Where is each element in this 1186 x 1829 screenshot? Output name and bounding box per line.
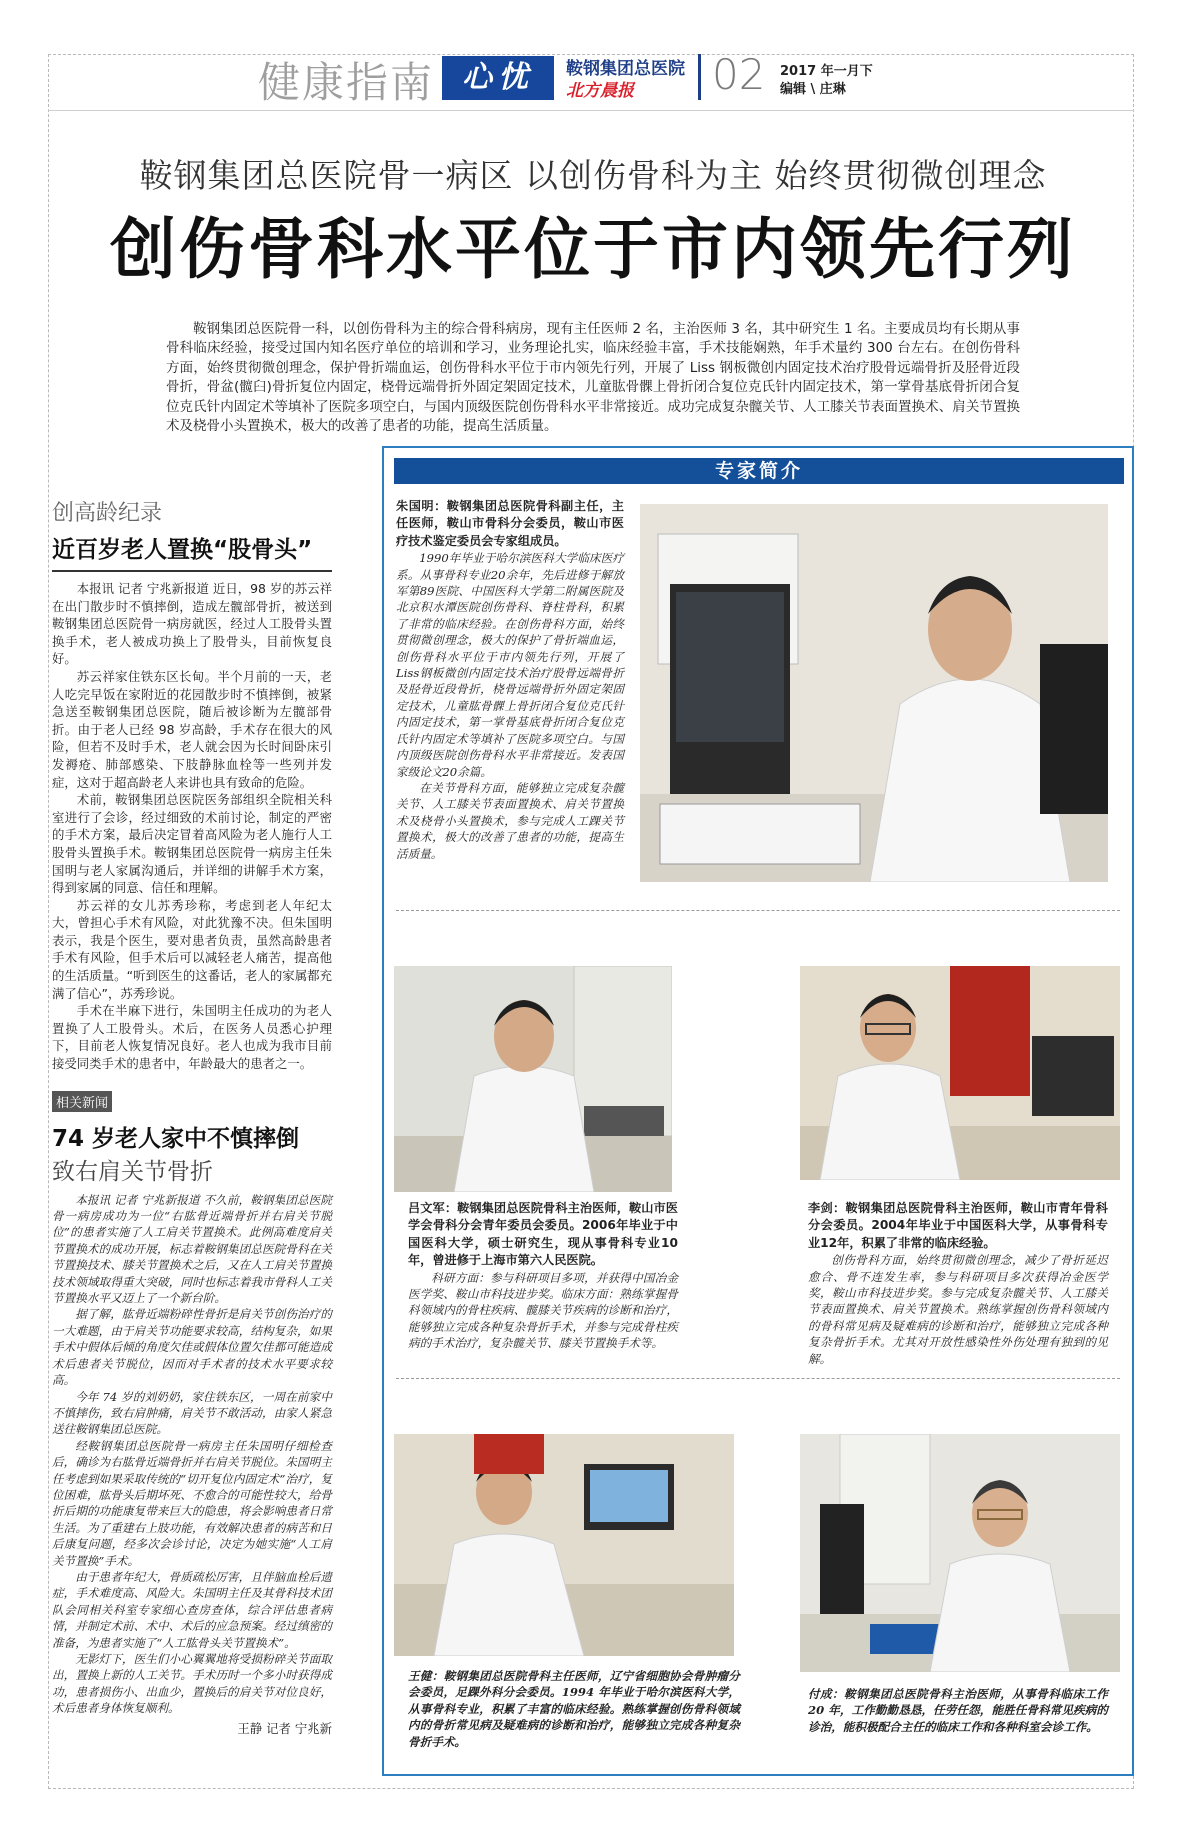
related-story-paragraph: 无影灯下，医生们小心翼翼地将受损粉碎关节面取出，置换上新的人工关节。手术历时一个多小时获得成功，患者损伤小、出血少，置换后的肩关节对位良好，术后患者身体恢复顺利。 [52,1652,332,1716]
story-byline: 王静 记者 宁兆新 [237,1720,332,1736]
related-story-paragraph: 据了解，肱骨近端粉碎性骨折是肩关节创伤治疗的一大难题，由于肩关节功能要求较高，结构复杂，如果手术中假体后倾的角度欠佳或假体位置欠佳都可能造成术后患者关节脱位，因而对手术者的技术水平要求较高。 [52,1307,332,1388]
expert-intro: 朱国明：鞍钢集团总医院骨科副主任，主任医师，鞍山市骨科分会委员，鞍山市医疗技术鉴定委员会专家组成员。 [396,499,624,548]
expert-bio-lv [408,1200,678,1352]
expert-paragraph: 科研方面：参与科研项目多项，并获得中国冶金医学奖、鞍山市科技进步奖。临床方面：熟练掌握骨科领域内的骨柱疾病、髋膝关节疾病的诊断和治疗，能够独立完成各种复杂骨折手术，并参与完成骨柱疾病的手术治疗，复杂髋关节、膝关节置换手术等。 [408,1270,678,1351]
related-story-paragraph: 经鞍钢集团总医院骨一病房主任朱国明仔细检查后，确诊为右肱骨近端骨折并右肩关节脱位。朱国明主任考虑到如果采取传统的“切开复位内固定术”治疗，复位困难，肱骨头后期坏死、不愈合的可能性较大，给骨折后期的功能康复带来巨大的隐患，将会影响患者日常生活。为了重建右上肢功能，有效解决患者的病苦和日后康复问题，经多次会诊讨论，决定为她实施“人工肩关节置换”手术。 [52,1438,332,1568]
story-kicker: 创高龄纪录 [52,501,163,526]
doctor-portrait-icon [394,966,672,1192]
hospital-name: 鞍钢集团总医院 [566,59,685,79]
hospital-logo: 心忧 [442,56,554,100]
story-paragraph: 术前，鞍钢集团总医院医务部组织全院相关科室进行了会诊，经过细致的术前讨论，制定的严密的手术方案，最后决定冒着高风险为老人施行人工股骨头置换手术。鞍钢集团总医院骨一病房主任朱国明与老人家属沟通后，并详细的讲解手术方案，得到家属的同意、信任和理解。 [52,792,332,896]
story-paragraph: 手术在半麻下进行，朱国明主任成功的为老人置换了人工股骨头。术后，在医务人员悉心护理下，目前老人恢复情况良好。老人也成为我市目前接受同类手术的患者中，年龄最大的患者之一。 [52,1003,332,1072]
expert-paragraph: 在关节骨科方面，能够独立完成复杂髋关节、人工膝关节表面置换术、肩关节置换术及桡骨小头置换术，参与完成人工踝关节置换术，极大的改善了患者的功能，提高生活质量。 [396,780,624,861]
editor-credit: 编辑 \ 庄琳 [780,82,846,97]
expert-photo-wang [394,1434,734,1656]
expert-paragraph: 创伤骨科方面，始终贯彻微创理念，减少了骨折延迟愈合、骨不连发生率，参与科研项目多次获得冶金医学奖，鞍山市科技进步奖。参与完成复杂髋关节、人工膝关节表面置换术、肩关节置换术。熟练掌握创伤骨科领域内的骨科常见病及疑难病的诊断和治疗，能够独立完成各种复杂骨折手术。尤其对开放性感染性外伤处理有独到的见解。 [808,1253,1108,1366]
section-title: 健康指南 [258,58,435,107]
expert-intro: 李剑：鞍钢集团总医院骨科主治医师，鞍山市青年骨科分会委员。2004年毕业于中国医科大学，从事骨科专业12年，积累了非常的临床经验。 [808,1201,1108,1250]
issue-date: 2017 年一月下 [780,64,873,79]
main-headline: 创伤骨科水平位于市内领先行列 [110,211,1076,288]
header-divider [698,54,701,100]
doctor-portrait-icon [800,966,1120,1180]
story-paragraph: 苏云祥家住铁东区长甸。半个月前的一天，老人吃完早饭在家附近的花园散步时不慎摔倒，被紧急送至鞍钢集团总医院，随后被诊断为左髋部骨折。由于老人已经 98 岁高龄，手术存在很大的风险，但若不及时手术，老人就会因为长时间卧床引发褥疮、肺部感染、下肢静脉血栓等一些列并发症，这对于超高龄老人来讲也具有致命的危险。 [52,668,332,790]
page-number: 02 [712,50,766,99]
expert-panel [382,446,1134,1776]
expert-photo-fu [800,1434,1120,1672]
expert-paragraph: 1990年毕业于哈尔滨医科大学临床医疗系。从事骨科专业20余年，先后进修于解放军第89医院、中国医科大学第二附属医院及北京积水潭医院创伤骨科、脊柱骨科，积累了非常的临床经验。在创伤骨科方面，始终贯彻微创理念，极大的保护了骨折端血运，创伤骨科水平位于市内领先行列，开展了Liss钢板微创内固定技术治疗股骨远端骨折及胫骨近段骨折，桡骨远端骨折外固定架固定技术，儿童肱骨髁上骨折闭合复位克氏针内固定技术，第一掌骨基底骨折闭合复位克氏针内固定术等填补了医院多项空白。与国内顶级医院创伤骨科水平非常接近。发表国家级论文20余篇。 [396,551,624,779]
related-story-paragraph: 今年 74 岁的刘奶奶，家住铁东区，一周在前家中不慎摔伤，致右肩肿痛，肩关节不敢活动，由家人紧急送往鞍钢集团总医院。 [52,1389,332,1437]
headline-kicker: 鞍钢集团总医院骨一病区 以创伤骨科为主 始终贯彻微创理念 [139,156,1047,195]
paper-name: 北方晨报 [566,81,634,101]
doctor-portrait-icon [640,504,1108,882]
story-rule [52,570,332,572]
related-story-paragraph: 由于患者年纪大，骨质疏松厉害，且伴脑血栓后遗症，手术难度高、风险大。朱国明主任及其骨科技术团队会同相关科室专家细心查房查体，综合评估患者病情，并制定术前、术中、术后的应急预案。经过缜密的准备，为患者实施了“人工肱骨头关节置换术”。 [52,1569,332,1650]
section-divider [396,1378,1120,1379]
story-paragraph: 本报讯 记者 宁兆新报道 近日，98 岁的苏云祥在出门散步时不慎摔倒，造成左髋部骨折，被送到鞍钢集团总医院骨一病房就医，经过人工股骨头置换手术，老人被成功换上了股骨头，目前恢复良好。 [52,581,332,667]
doctor-portrait-icon [800,1434,1120,1672]
header-rule [48,110,1134,111]
related-news-tag: 相关新闻 [52,1091,112,1112]
section-divider [396,910,1120,911]
expert-bio-wang [408,1668,740,1750]
expert-bio-zhu [396,498,624,862]
expert-photo-zhu [640,504,1108,882]
lead-paragraph: 鞍钢集团总医院骨一科，以创伤骨科为主的综合骨科病房，现有主任医师 2 名，主治医师 3 名，其中研究生 1 名。主要成员均有长期从事骨科临床经验，接受过国内知名医疗单位的培训和学习，业务理论扎实，临床经验丰富，手术技能娴熟，年手术量约 300 台左右。在创伤骨科方面，始终贯彻微创理念，保护骨折端血运，创伤骨科水平位于市内领先行列，开展了 Liss 钢板微创内固定技术治疗股骨远端骨折及胫骨近段骨折，骨盆(髋臼)骨折复位内固定，桡骨远端骨折外固定架固定技术，儿童肱骨髁上骨折闭合复位克氏针内固定技术，第一掌骨基底骨折闭合复位克氏针内固定术等填补了医院多项空白，与国内顶级医院创伤骨科水平非常接近。成功完成复杂髋关节、人工膝关节表面置换术、肩关节置换术及桡骨小头置换术，极大的改善了患者的功能，提高生活质量。 [166,320,1020,434]
related-story-paragraph: 本报讯 记者 宁兆新报道 不久前，鞍钢集团总医院骨一病房成功为一位“右肱骨近端骨折并右肩关节脱位”的患者实施了人工肩关节置换术。此例高难度肩关节置换术的成功开展，标志着鞍钢集团总医院骨科在关节置换技术、膝关节置换术之后，又在人工肩关节置换技术领域取得重大突破，同时也标志着我市骨科人工关节置换水平又迈上了一个新台阶。 [52,1192,332,1306]
left-column [52,496,332,1737]
related-story-title: 74 岁老人家中不慎摔倒 [52,1125,300,1152]
expert-bio-li [808,1200,1108,1367]
expert-bio-fu [808,1686,1108,1735]
story-title: 近百岁老人置换“股骨头” [52,537,313,563]
expert-banner: 专家简介 [394,458,1124,484]
expert-intro: 王健：鞍钢集团总医院骨科主任医师，辽宁省细胞协会骨肿瘤分会委员，足踝外科分会委员。1994 年毕业于哈尔滨医科大学，从事骨科专业，积累了丰富的临床经验。熟练掌握创伤骨科领域内的骨折常见病及疑难病的诊断和治疗，能够独立完成各种复杂骨折手术。 [408,1669,740,1749]
expert-intro: 吕文军：鞍钢集团总医院骨科主治医师，鞍山市医学会骨科分会青年委员会委员。2006年毕业于中国医科大学，硕士研究生，现从事骨科专业10年，曾进修于上海市第六人民医院。 [408,1201,678,1268]
masthead [0,0,1186,110]
expert-intro: 付成：鞍钢集团总医院骨科主治医师，从事骨科临床工作 20 年，工作勤勤恳恳，任劳任怨，能胜任骨科常见疾病的诊治，能积极配合主任的临床工作和各种科室会诊工作。 [808,1687,1108,1734]
expert-photo-lv [394,966,672,1192]
doctor-portrait-icon [394,1434,734,1656]
story-paragraph: 苏云祥的女儿苏秀珍称，考虑到老人年纪太大，曾担心手术有风险，对此犹豫不决。但朱国明表示，我是个医生，要对患者负责，虽然高龄患者手术有风险，但手术后可以减轻老人痛苦，提高他的生活质量。“听到医生的这番话，老人的家属都充满了信心”，苏秀珍说。 [52,897,332,1001]
related-story-subtitle: 致右肩关节骨折 [52,1158,213,1185]
expert-photo-li [800,966,1120,1180]
